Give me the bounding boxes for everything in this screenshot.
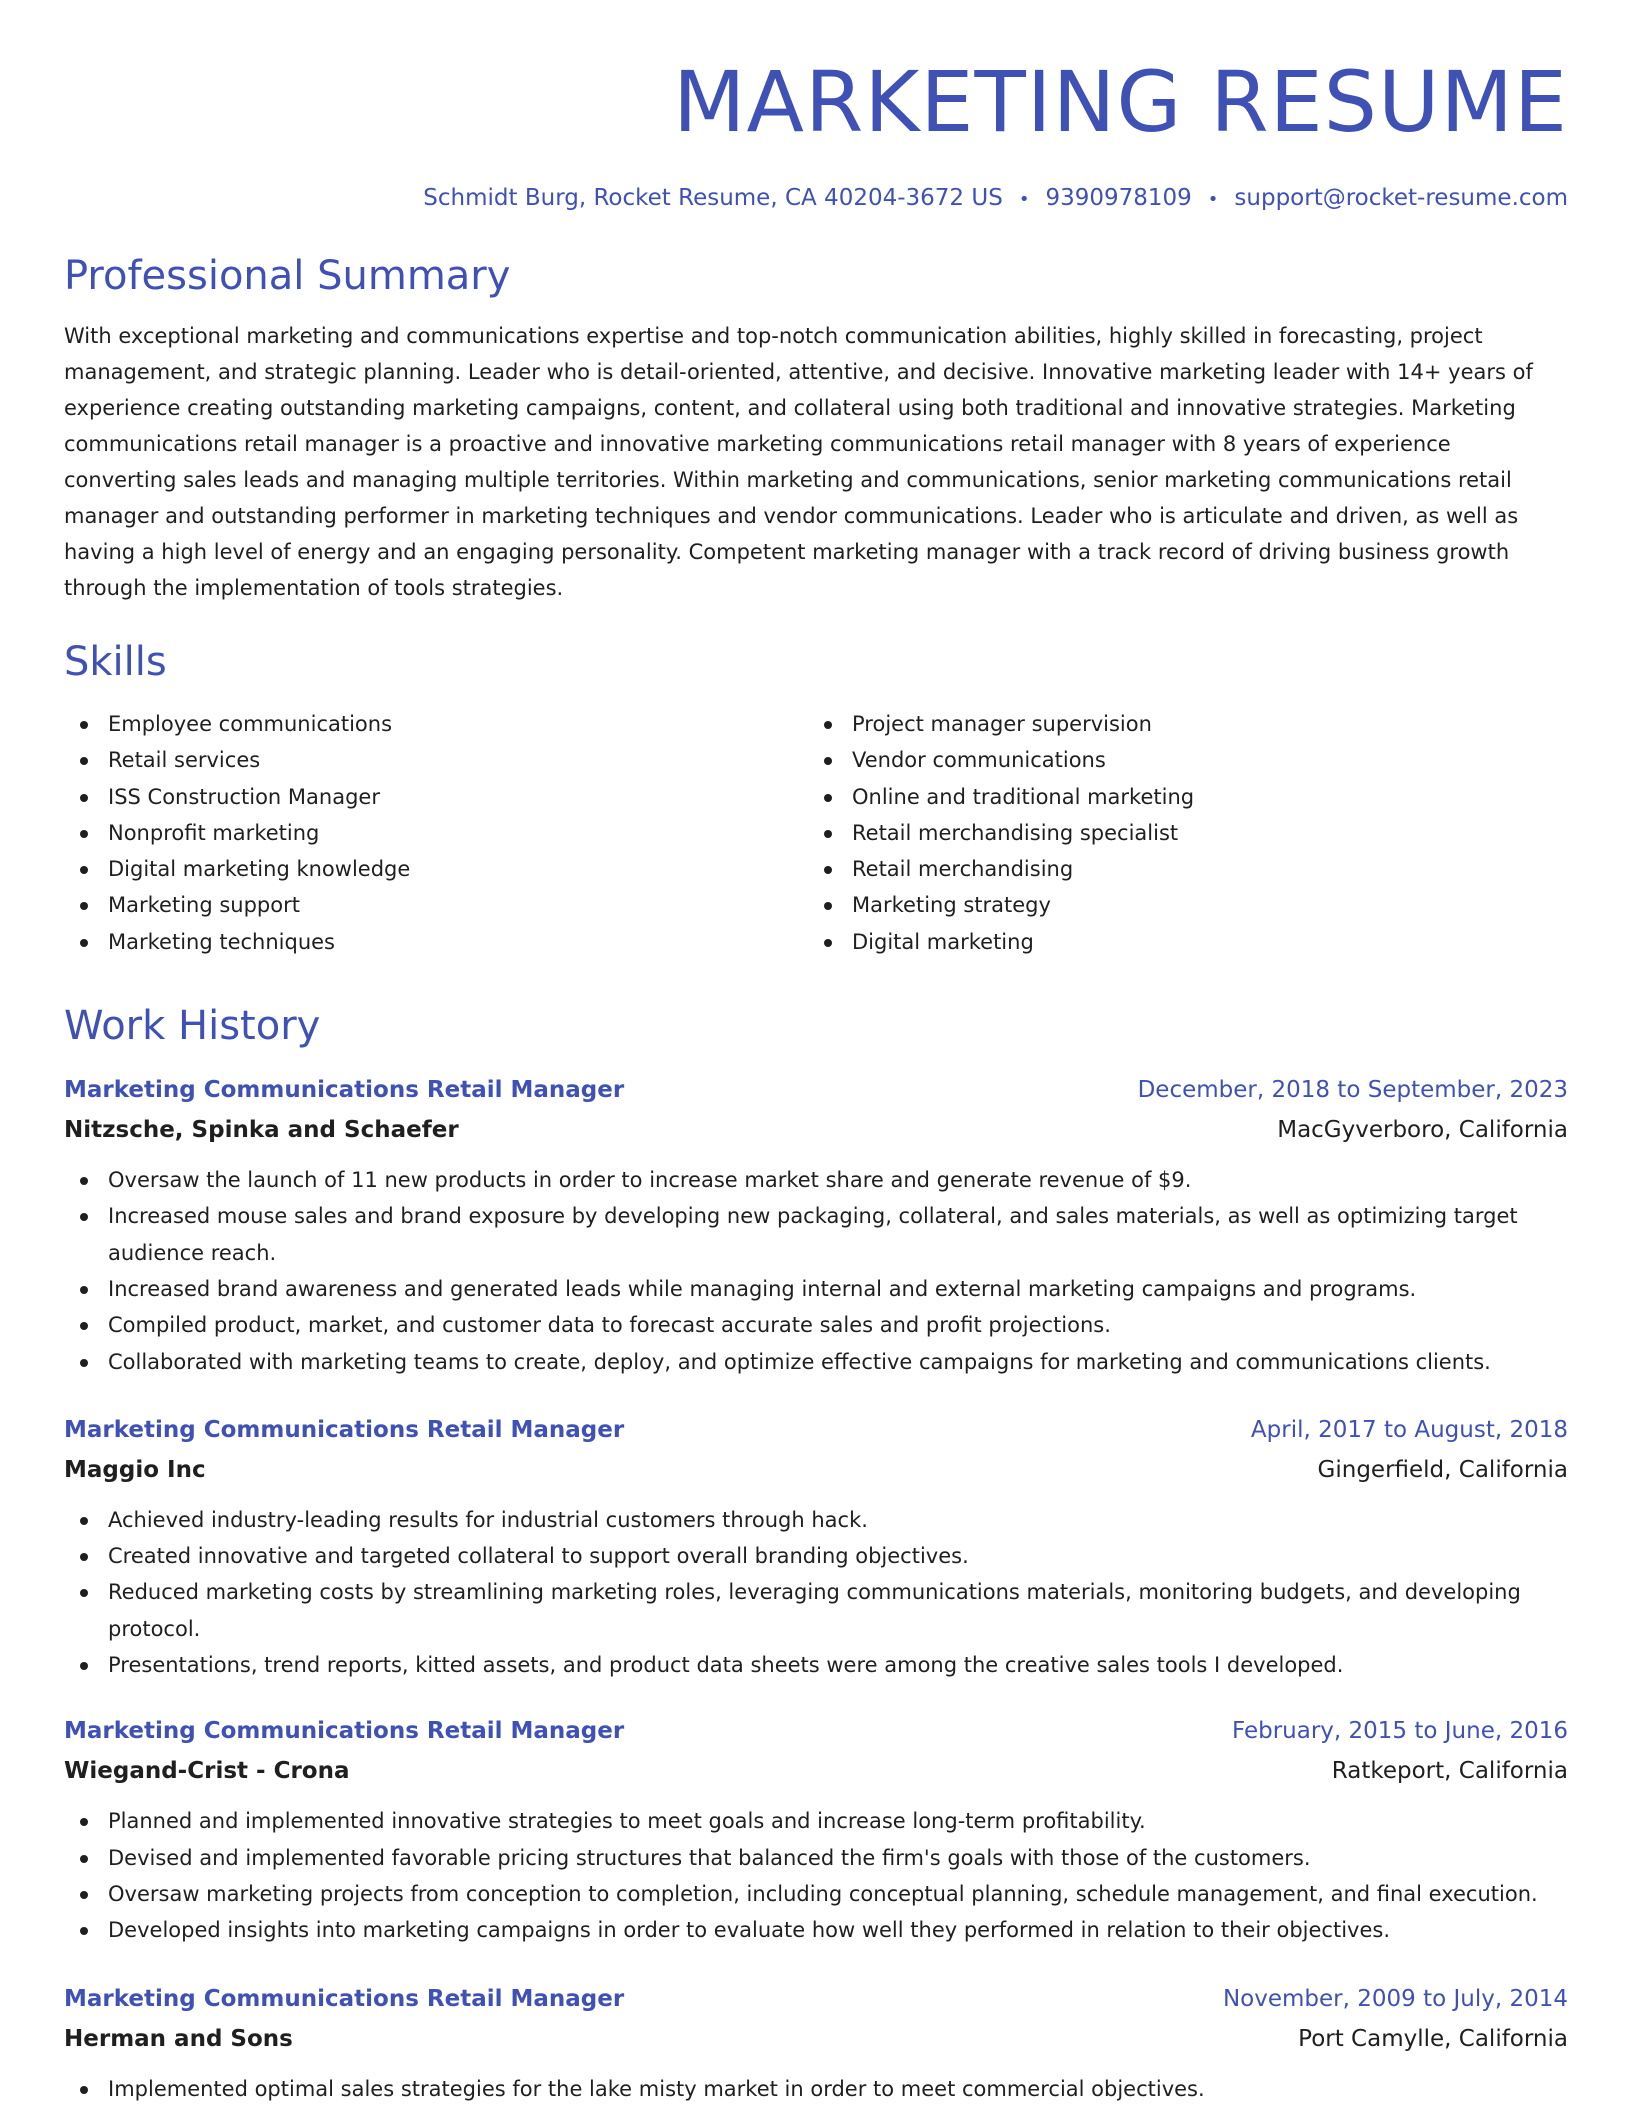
job-company: Herman and Sons [64, 2025, 293, 2052]
job-header [64, 1074, 1568, 1106]
skill-item: Online and traditional marketing [852, 779, 1550, 815]
summary-heading: Professional Summary [64, 253, 511, 299]
job-header [64, 1715, 1568, 1747]
job-bullet: Oversaw marketing projects from conception to completion, including conceptual planning, schedule management, and final execution. [64, 1876, 1568, 1912]
skill-item: Nonprofit marketing [108, 815, 806, 851]
job-bullets [64, 1502, 1568, 1683]
skill-item: Retail merchandising [852, 851, 1550, 887]
contact-line [64, 182, 1568, 216]
job-bullet: Collaborated with marketing teams to create, deploy, and optimize effective campaigns for marketing and communications clients. [64, 1344, 1568, 1380]
job-header [64, 1414, 1568, 1446]
contact-email: support@rocket-resume.com [1234, 185, 1568, 211]
contact-separator: • [1018, 189, 1030, 210]
job-location: MacGyverboro, California [1277, 1117, 1568, 1144]
job-dates: November, 2009 to July, 2014 [1222, 1985, 1568, 2012]
skill-item: Retail services [108, 742, 806, 778]
job-location: Ratkeport, California [1331, 1758, 1568, 1785]
summary-text: With exceptional marketing and communications expertise and top-notch communication abilities, highly skilled in forecasting, project management, and strategic planning. Leader who is detail-oriented, attentive, and decisive. Innovative marketing leader with 14+ years of experience creating outstanding marketing campaigns, content, and collateral using both traditional and innovative strategies. Marketing communications retail manager is a proactive and innovative marketing communications retail manager with 8 years of experience converting sales leads and managing multiple territories. Within marketing and communications, senior marketing communications retail manager and outstanding performer in marketing techniques and vendor communications. Leader who is articulate and driven, as well as having a high level of energy and an engaging personality. Competent marketing manager with a track record of driving business growth through the implementation of tools strategies. [64, 324, 1533, 600]
job-bullet: Reduced marketing costs by streamlining marketing roles, leveraging communications materials, monitoring budgets, and developing protocol. [64, 1574, 1568, 1647]
job-bullet: Oversaw the launch of 11 new products in order to increase market share and generate revenue of $9. [64, 1162, 1568, 1198]
job-bullets [64, 2071, 1568, 2107]
skills-column-right [806, 706, 1550, 960]
job-bullet: Increased mouse sales and brand exposure by developing new packaging, collateral, and sales materials, as well as optimizing target audience reach. [64, 1198, 1568, 1271]
job-role: Marketing Communications Retail Manager [64, 1985, 625, 2012]
job-subheader [64, 1114, 1568, 1146]
job-bullet: Devised and implemented favorable pricing structures that balanced the firm's goals with those of the customers. [64, 1840, 1568, 1876]
resume-page [64, 0, 1568, 2107]
job-subheader [64, 2023, 1568, 2055]
job-bullet: Increased brand awareness and generated leads while managing internal and external marketing campaigns and programs. [64, 1271, 1568, 1307]
job-dates: February, 2015 to June, 2016 [1231, 1718, 1568, 1745]
job-dates: April, 2017 to August, 2018 [1250, 1416, 1568, 1443]
job-bullet: Implemented optimal sales strategies for the lake misty market in order to meet commercial objectives. [64, 2071, 1568, 2107]
job-location: Port Camylle, California [1298, 2025, 1568, 2052]
skills-list [64, 706, 1568, 960]
skill-item: Project manager supervision [852, 706, 1550, 742]
skill-item: Digital marketing knowledge [108, 851, 806, 887]
job-bullets [64, 1162, 1568, 1380]
job-entry [64, 1414, 1568, 1683]
work-history-heading: Work History [64, 1003, 321, 1050]
job-role: Marketing Communications Retail Manager [64, 1416, 625, 1443]
job-subheader [64, 1454, 1568, 1486]
skill-item: Digital marketing [852, 924, 1550, 960]
skill-item: Employee communications [108, 706, 806, 742]
job-bullet: Created innovative and targeted collateral to support overall branding objectives. [64, 1538, 1568, 1574]
job-dates: December, 2018 to September, 2023 [1137, 1077, 1568, 1104]
job-header [64, 1983, 1568, 2015]
skills-heading: Skills [64, 639, 167, 685]
skill-item: Marketing strategy [852, 887, 1550, 923]
job-entry [64, 1715, 1568, 1948]
job-role: Marketing Communications Retail Manager [64, 1077, 625, 1104]
skill-item: Retail merchandising specialist [852, 815, 1550, 851]
skill-item: Marketing support [108, 887, 806, 923]
job-role: Marketing Communications Retail Manager [64, 1718, 625, 1745]
skills-column-left [64, 706, 806, 960]
contact-phone: 9390978109 [1045, 185, 1192, 211]
job-company: Nitzsche, Spinka and Schaefer [64, 1117, 459, 1144]
job-bullet: Presentations, trend reports, kitted assets, and product data sheets were among the creative sales tools I developed. [64, 1647, 1568, 1683]
contact-address: Schmidt Burg, Rocket Resume, CA 40204-3672 US [423, 185, 1003, 211]
skill-item: Vendor communications [852, 742, 1550, 778]
job-bullet: Achieved industry-leading results for industrial customers through hack. [64, 1502, 1568, 1538]
job-bullet: Planned and implemented innovative strategies to meet goals and increase long-term profitability. [64, 1803, 1568, 1839]
job-location: Gingerfield, California [1317, 1456, 1568, 1483]
job-entry [64, 1983, 1568, 2107]
job-bullet: Compiled product, market, and customer data to forecast accurate sales and profit projections. [64, 1307, 1568, 1343]
skill-item: ISS Construction Manager [108, 779, 806, 815]
resume-title: MARKETING RESUME [673, 53, 1568, 151]
contact-separator: • [1207, 189, 1219, 210]
job-subheader [64, 1755, 1568, 1787]
job-bullets [64, 1803, 1568, 1948]
job-entry [64, 1074, 1568, 1380]
skill-item: Marketing techniques [108, 924, 806, 960]
job-company: Maggio Inc [64, 1456, 206, 1483]
job-bullet: Developed insights into marketing campaigns in order to evaluate how well they performed in relation to their objectives. [64, 1912, 1568, 1948]
job-company: Wiegand-Crist - Crona [64, 1758, 350, 1785]
